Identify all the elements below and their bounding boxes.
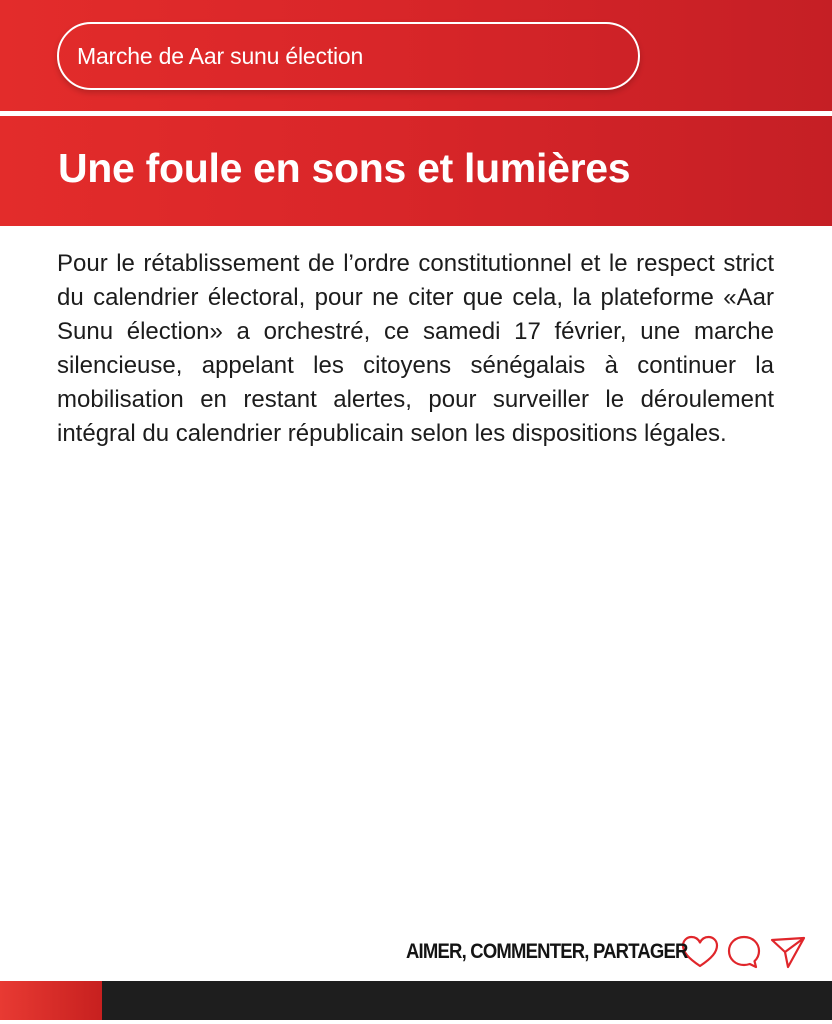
cta-text: AIMER, COMMENTER, PARTAGER — [406, 940, 688, 963]
cta-row — [406, 932, 808, 972]
category-pill — [57, 22, 640, 90]
footer-bar — [102, 981, 832, 1020]
category-label: Marche de Aar sunu élection — [77, 42, 364, 69]
page-title: Une foule en sons et lumières — [58, 145, 631, 191]
comment-icon[interactable] — [724, 932, 764, 972]
header-divider — [0, 111, 832, 116]
share-icon[interactable] — [768, 932, 808, 972]
article-body: Pour le rétablissement de l’ordre constitutionnel et le respect strict du calendrier électoral, pour ne citer que cela, la plateforme «Aar Sunu élection» a orchestré, ce samedi 17 février, une marche silencieuse, appelant les citoyens sénégalais à continuer la mobilisation en restant alertes, pour surveiller le déroulement intégral du calendrier républicain selon les dispositions légales. — [57, 250, 774, 447]
header-banner — [0, 0, 832, 226]
footer-accent-bar — [0, 981, 102, 1020]
